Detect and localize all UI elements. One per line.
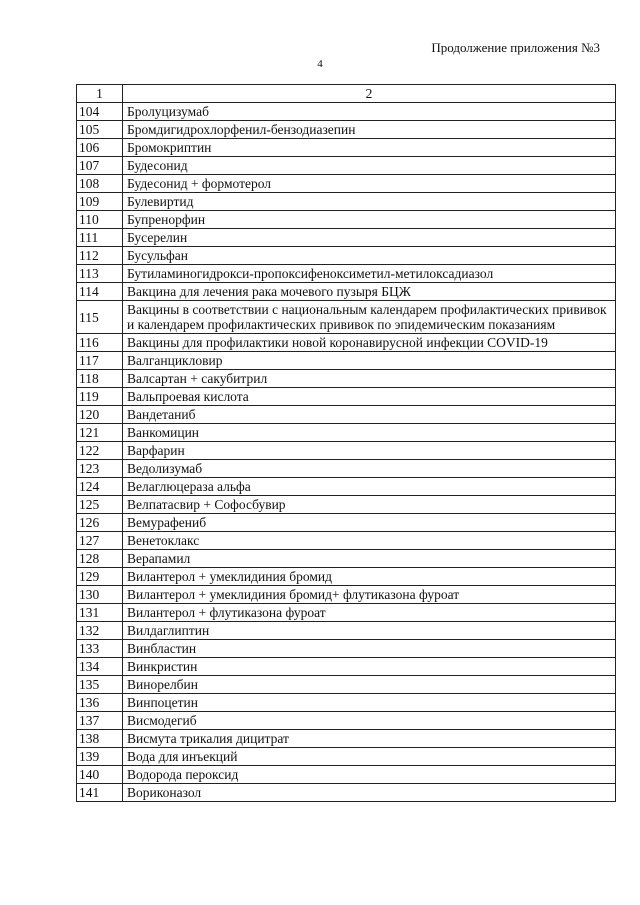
drug-name: Водорода пероксид — [123, 766, 616, 784]
row-number: 129 — [77, 568, 123, 586]
table-row — [77, 604, 616, 622]
table-row — [77, 514, 616, 532]
table-row — [77, 103, 616, 121]
drug-name: Вемурафениб — [123, 514, 616, 532]
row-number: 108 — [77, 175, 123, 193]
drug-name: Валсартан + сакубитрил — [123, 370, 616, 388]
table-row — [77, 334, 616, 352]
drug-name: Бролуцизумаб — [123, 103, 616, 121]
table-row — [77, 406, 616, 424]
table-row — [77, 388, 616, 406]
row-number: 106 — [77, 139, 123, 157]
row-number: 112 — [77, 247, 123, 265]
drug-name: Будесонид + формотерол — [123, 175, 616, 193]
drug-name: Велпатасвир + Софосбувир — [123, 496, 616, 514]
drug-name: Бупренорфин — [123, 211, 616, 229]
row-number: 137 — [77, 712, 123, 730]
table-row — [77, 175, 616, 193]
table-row — [77, 283, 616, 301]
drug-name: Венетоклакс — [123, 532, 616, 550]
drug-name: Ведолизумаб — [123, 460, 616, 478]
table-body — [77, 103, 616, 802]
continuation-label: Продолжение приложения №3 — [431, 40, 600, 55]
drug-name: Винбластин — [123, 640, 616, 658]
row-number: 128 — [77, 550, 123, 568]
row-number: 135 — [77, 676, 123, 694]
table-row — [77, 532, 616, 550]
table-row — [77, 550, 616, 568]
row-number: 104 — [77, 103, 123, 121]
table-row — [77, 712, 616, 730]
drug-name: Ванкомицин — [123, 424, 616, 442]
table-row — [77, 442, 616, 460]
row-number: 131 — [77, 604, 123, 622]
row-number: 130 — [77, 586, 123, 604]
table-row — [77, 370, 616, 388]
row-number: 139 — [77, 748, 123, 766]
drug-name: Вакцина для лечения рака мочевого пузыря БЦЖ — [123, 283, 616, 301]
drug-name: Винкристин — [123, 658, 616, 676]
row-number: 133 — [77, 640, 123, 658]
row-number: 107 — [77, 157, 123, 175]
table-row — [77, 424, 616, 442]
drug-name: Вилантерол + умеклидиния бромид+ флутиказона фуроат — [123, 586, 616, 604]
row-number: 132 — [77, 622, 123, 640]
column-header-name: 2 — [123, 85, 616, 103]
drug-name: Бусульфан — [123, 247, 616, 265]
row-number: 126 — [77, 514, 123, 532]
drug-name: Винорелбин — [123, 676, 616, 694]
row-number: 117 — [77, 352, 123, 370]
drug-name: Висмута трикалия дицитрат — [123, 730, 616, 748]
drug-name: Будесонид — [123, 157, 616, 175]
table-row — [77, 352, 616, 370]
table-row — [77, 622, 616, 640]
row-number: 122 — [77, 442, 123, 460]
drug-name: Валганцикловир — [123, 352, 616, 370]
table-row — [77, 211, 616, 229]
drug-name: Вальпроевая кислота — [123, 388, 616, 406]
table-row — [77, 586, 616, 604]
row-number: 124 — [77, 478, 123, 496]
row-number: 109 — [77, 193, 123, 211]
drug-name: Вандетаниб — [123, 406, 616, 424]
page-number: 4 — [317, 58, 323, 70]
row-number: 136 — [77, 694, 123, 712]
row-number: 141 — [77, 784, 123, 802]
row-number: 125 — [77, 496, 123, 514]
table-row — [77, 478, 616, 496]
row-number: 123 — [77, 460, 123, 478]
row-number: 113 — [77, 265, 123, 283]
table-row — [77, 229, 616, 247]
drug-name: Вилантерол + флутиказона фуроат — [123, 604, 616, 622]
row-number: 116 — [77, 334, 123, 352]
table-row — [77, 139, 616, 157]
row-number: 127 — [77, 532, 123, 550]
drug-name: Булевиртид — [123, 193, 616, 211]
drug-name: Верапамил — [123, 550, 616, 568]
table-row — [77, 658, 616, 676]
drug-name: Велаглюцераза альфа — [123, 478, 616, 496]
drug-name: Вода для инъекций — [123, 748, 616, 766]
row-number: 105 — [77, 121, 123, 139]
column-header-number: 1 — [77, 85, 123, 103]
table-row — [77, 748, 616, 766]
table-row — [77, 568, 616, 586]
drug-name: Вакцины в соответствии с национальным календарем профилактических прививок и календарем профилактических прививок по эпидемическим показаниям — [123, 301, 616, 334]
table-row — [77, 193, 616, 211]
table-row — [77, 730, 616, 748]
table-row — [77, 676, 616, 694]
drug-name: Винпоцетин — [123, 694, 616, 712]
table-row — [77, 460, 616, 478]
table-header-row — [77, 85, 616, 103]
table-row — [77, 766, 616, 784]
table-row — [77, 784, 616, 802]
drug-list-table — [76, 84, 616, 802]
drug-name: Бромдигидрохлорфенил-бензодиазепин — [123, 121, 616, 139]
drug-name: Бусерелин — [123, 229, 616, 247]
table-row — [77, 496, 616, 514]
drug-name: Бромокриптин — [123, 139, 616, 157]
table-row — [77, 694, 616, 712]
row-number: 110 — [77, 211, 123, 229]
row-number: 115 — [77, 301, 123, 334]
row-number: 120 — [77, 406, 123, 424]
row-number: 119 — [77, 388, 123, 406]
row-number: 111 — [77, 229, 123, 247]
row-number: 138 — [77, 730, 123, 748]
drug-name: Висмодегиб — [123, 712, 616, 730]
drug-name: Варфарин — [123, 442, 616, 460]
table-row — [77, 157, 616, 175]
row-number: 134 — [77, 658, 123, 676]
row-number: 114 — [77, 283, 123, 301]
drug-name: Бутиламиногидрокси-пропоксифеноксиметил-метилоксадиазол — [123, 265, 616, 283]
drug-name: Вакцины для профилактики новой коронавирусной инфекции COVID-19 — [123, 334, 616, 352]
drug-name: Вилдаглиптин — [123, 622, 616, 640]
drug-name: Вилантерол + умеклидиния бромид — [123, 568, 616, 586]
table-row — [77, 265, 616, 283]
table-row — [77, 121, 616, 139]
table-row — [77, 247, 616, 265]
row-number: 140 — [77, 766, 123, 784]
row-number: 121 — [77, 424, 123, 442]
row-number: 118 — [77, 370, 123, 388]
table-row — [77, 301, 616, 334]
drug-name: Вориконазол — [123, 784, 616, 802]
table-row — [77, 640, 616, 658]
